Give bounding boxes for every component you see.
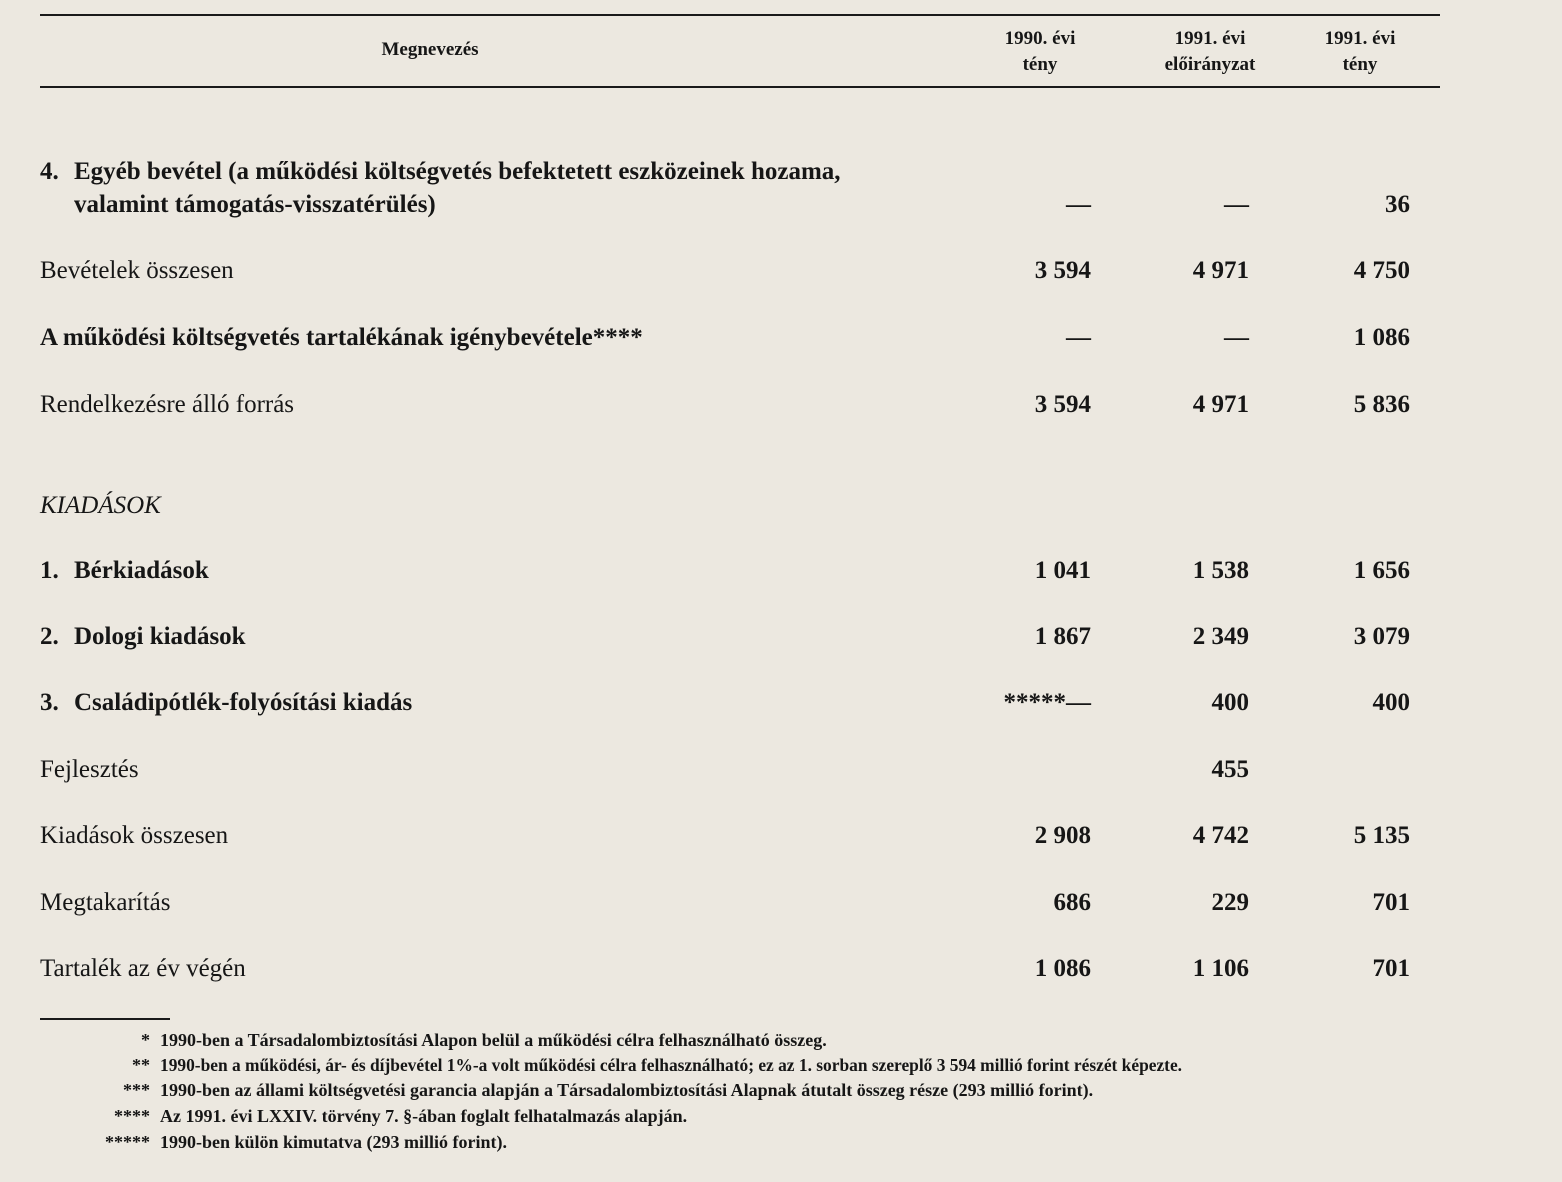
- value-1991-eloiranyzat: 2 349: [1192, 623, 1249, 650]
- value-1991-eloiranyzat: 1 106: [1192, 955, 1249, 982]
- value-1991-teny: 1 086: [1353, 324, 1410, 351]
- footnote-text: 1990-ben a Társadalombiztosítási Alapon belül a működési célra felhasználható összeg.: [160, 1030, 827, 1050]
- row-label: 2. Dologi kiadások: [40, 623, 246, 650]
- footnote-mark: ****: [114, 1106, 150, 1126]
- table-row: [0, 687, 1562, 721]
- value-1991-eloiranyzat: 4 971: [1192, 391, 1249, 418]
- value-1990-teny: 1 041: [1034, 557, 1091, 584]
- table-row: [0, 255, 1562, 289]
- row-label: Bevételek összesen: [40, 257, 234, 284]
- header-col-1991-teny: 1991. évi tény: [1324, 28, 1396, 75]
- value-1991-eloiranyzat: 4 971: [1192, 257, 1249, 284]
- row-label: Tartalék az év végén: [40, 955, 246, 982]
- footnote-mark: *: [141, 1030, 150, 1050]
- value-1990-teny: 1 867: [1034, 623, 1091, 650]
- header-col-1991-eloiranyzat: 1991. évi előirányzat: [1164, 28, 1256, 75]
- table-row: [0, 754, 1562, 788]
- value-1991-teny: 5 836: [1353, 391, 1410, 418]
- value-1990-teny: 2 908: [1034, 822, 1091, 849]
- row-label-continuation: valamint támogatás-visszatérülés): [74, 191, 436, 218]
- row-label: 1. Bérkiadások: [40, 557, 209, 584]
- header-col-name: Megnevezés: [381, 39, 479, 60]
- value-1991-eloiranyzat: 455: [1211, 756, 1249, 783]
- header-top-rule: [40, 14, 1440, 16]
- table-row: [0, 621, 1562, 655]
- table-row: [0, 389, 1562, 423]
- value-1991-teny: 36: [1385, 191, 1410, 218]
- value-1991-eloiranyzat: 400: [1211, 689, 1249, 716]
- table-row: [0, 820, 1562, 854]
- value-1991-teny: 701: [1372, 955, 1410, 982]
- row-label: 4. Egyéb bevétel (a működési költségvetés befektetett eszközeinek hozama,: [40, 158, 841, 185]
- table-row: [0, 953, 1562, 987]
- footnote-text: 1990-ben az állami költségvetési garancia alapján a Társadalombiztosítási Alapnak átutalt összeg része (293 millió forint).: [160, 1080, 1094, 1100]
- value-1990-teny: 3 594: [1034, 391, 1091, 418]
- value-1990-teny: 3 594: [1034, 257, 1091, 284]
- value-1991-eloiranyzat: —: [1224, 324, 1249, 351]
- footnote-mark: ***: [123, 1080, 150, 1100]
- row-label: Fejlesztés: [40, 756, 139, 783]
- footnote-rule: [40, 1018, 170, 1020]
- value-1990-teny: 1 086: [1034, 955, 1091, 982]
- table-row: [0, 156, 1562, 226]
- row-label: A működési költségvetés tartalékának igénybevétele****: [40, 324, 643, 351]
- value-1991-teny: 1 656: [1353, 557, 1410, 584]
- header-bottom-rule: [40, 86, 1440, 88]
- table-row: [0, 887, 1562, 921]
- value-1991-eloiranyzat: 1 538: [1192, 557, 1249, 584]
- footnote-mark: **: [132, 1055, 150, 1075]
- row-label: Megtakarítás: [40, 889, 171, 916]
- value-1991-teny: 4 750: [1353, 257, 1410, 284]
- footnote-text: Az 1991. évi LXXIV. törvény 7. §-ában foglalt felhatalmazás alapján.: [160, 1106, 688, 1126]
- table-row: [0, 555, 1562, 589]
- row-label: 3. Családipótlék-folyósítási kiadás: [40, 689, 413, 716]
- value-1991-eloiranyzat: —: [1224, 191, 1249, 218]
- value-1990-teny: 686: [1053, 889, 1091, 916]
- value-1991-eloiranyzat: 229: [1211, 889, 1249, 916]
- row-label: Rendelkezésre álló forrás: [40, 391, 295, 418]
- footnote-text: 1990-ben a működési, ár- és díjbevétel 1%-a volt működési célra felhasználható; ez az 1. sorban szereplő 3 594 millió forint részét képezte.: [160, 1055, 1183, 1075]
- footnote-mark: *****: [105, 1132, 150, 1152]
- table-row: [0, 322, 1562, 356]
- value-1991-teny: 400: [1372, 689, 1410, 716]
- value-1991-teny: 3 079: [1353, 623, 1410, 650]
- row-label: Kiadások összesen: [40, 822, 229, 849]
- value-1991-teny: 5 135: [1353, 822, 1410, 849]
- header-col-1990-teny: 1990. évi tény: [1004, 28, 1076, 75]
- value-1990-teny: —: [1066, 324, 1091, 351]
- section-title-kiadasok: KIADÁSOK: [40, 492, 161, 519]
- value-1990-teny: —: [1066, 191, 1091, 218]
- value-1991-eloiranyzat: 4 742: [1192, 822, 1249, 849]
- value-1991-teny: 701: [1372, 889, 1410, 916]
- footnote-text: 1990-ben külön kimutatva (293 millió forint).: [160, 1132, 508, 1152]
- value-1990-teny: *****—: [1003, 689, 1091, 716]
